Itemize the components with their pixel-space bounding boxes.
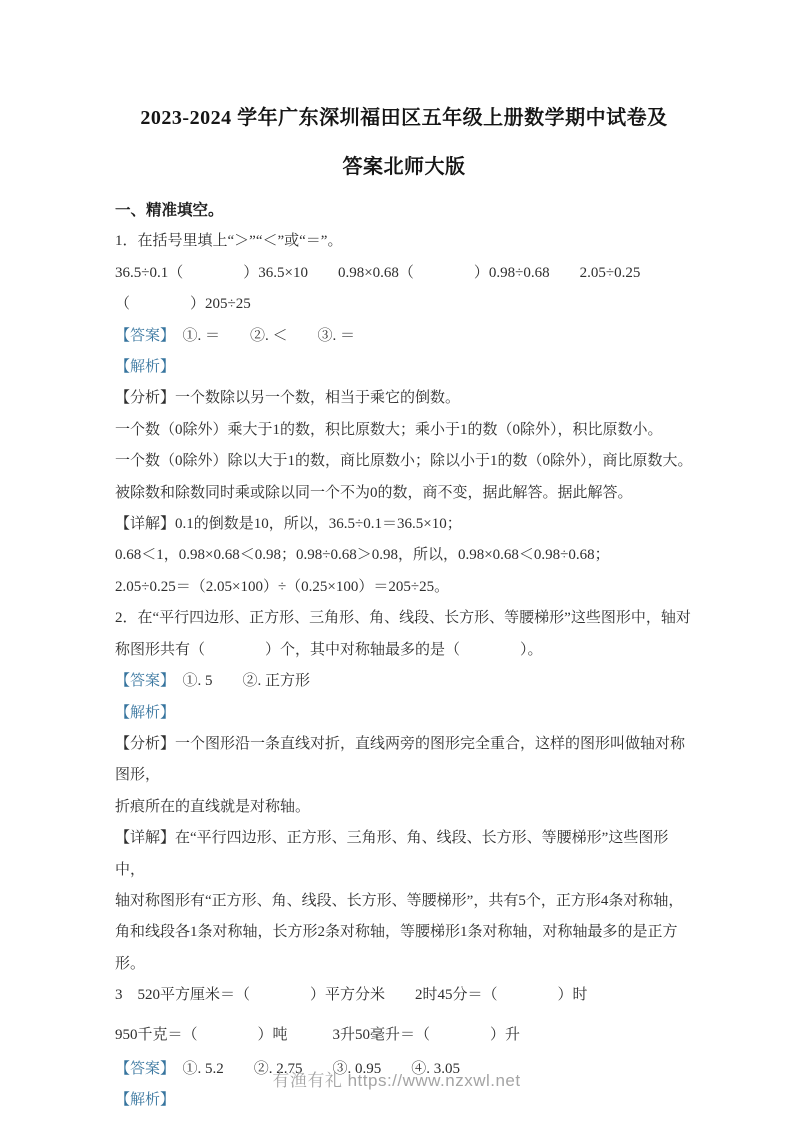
- answer-2-values: ①. 5 ②. 正方形: [167, 673, 311, 690]
- analysis-2-text-1: 【分析】一个图形沿一条直线对折，直线两旁的图形完全重合，这样的图形叫做轴对称图形，: [115, 735, 686, 784]
- detail-2-text-3: 角和线段各1条对称轴，长方形2条对称轴，等腰梯形1条对称轴，对称轴最多的是正方形。: [115, 924, 678, 972]
- footer-link[interactable]: 有渔有礼 https://www.nzxwl.net: [272, 1071, 521, 1090]
- analysis-label: 【解析】: [115, 704, 176, 721]
- analysis-1-label-line: [115, 352, 693, 383]
- detail-2-text-2: 轴对称图形有“正方形、角、线段、长方形、等腰梯形”，共有5个，正方形4条对称轴，: [115, 892, 684, 909]
- answer-1-line: [115, 321, 693, 352]
- question-1-expressions-cont: （ ）205÷25: [115, 296, 251, 313]
- analysis-1-text-2: 一个数（0除外）乘大于1的数，积比原数大；乘小于1的数（0除外），积比原数小。: [115, 421, 663, 438]
- analysis-1-text-1: 【分析】一个数除以另一个数，相当于乘它的倒数。: [115, 390, 461, 407]
- analysis-2-label-line: [115, 698, 693, 729]
- question-1-expressions: 36.5÷0.1（ ）36.5×10 0.98×0.68（ ）0.98÷0.68 2.05÷0.25: [115, 264, 641, 281]
- answer-label: 【答案】: [115, 1060, 168, 1077]
- answer-1-values: ①. ＝ ②. ＜ ③. ＝: [167, 327, 356, 344]
- answer-3-values: ①. 5.2 ②. 2.75 ③. 0.95 ④. 3.05: [167, 1060, 461, 1077]
- document-title: [115, 94, 693, 192]
- answer-2-line: [115, 666, 693, 697]
- question-3-conversions-1: 3 520平方厘米＝（ ）平方分米 2时45分＝（ ）时: [115, 987, 588, 1004]
- detail-1-text-3: 2.05÷0.25＝（2.05×100）÷（0.25×100）＝205÷25。: [115, 578, 450, 595]
- document-content: [115, 0, 693, 1117]
- analysis-2-text-2: 折痕所在的直线就是对称轴。: [115, 798, 311, 815]
- footer-watermark: [0, 1070, 793, 1092]
- detail-1-text-1: 【详解】0.1的倒数是10，所以，36.5÷0.1＝36.5×10；: [115, 516, 462, 533]
- question-2-prompt: 2．在“平行四边形、正方形、三角形、角、线段、长方形、等腰梯形”这些图形中，轴对: [115, 610, 691, 627]
- section-1-heading: 一、精准填空。: [115, 202, 224, 219]
- document-title-line1: 2023-2024 学年广东深圳福田区五年级上册数学期中试卷及: [140, 107, 668, 129]
- detail-1-text-2: 0.68＜1，0.98×0.68＜0.98；0.98÷0.68＞0.98，所以，0.98×0.68＜0.98÷0.68；: [115, 547, 610, 564]
- answer-label: 【答案】: [115, 327, 168, 344]
- detail-2-text-1: 【详解】在“平行四边形、正方形、三角形、角、线段、长方形、等腰梯形”这些图形中，: [115, 830, 669, 878]
- question-2-prompt-cont: 称图形共有（ ）个，其中对称轴最多的是（ ）。: [115, 641, 543, 658]
- document-title-line2: 答案北师大版: [342, 156, 466, 178]
- question-3-conversions-2: 950千克＝（ ）吨 3升50毫升＝（ ）升: [115, 1026, 521, 1043]
- analysis-1-text-3: 一个数（0除外）除以大于1的数，商比原数小；除以小于1的数（0除外），商比原数大。: [115, 453, 693, 470]
- answer-label: 【答案】: [115, 673, 168, 690]
- analysis-1-text-4: 被除数和除数同时乘或除以同一个不为0的数，商不变，据此解答。据此解答。: [115, 484, 633, 501]
- analysis-label: 【解析】: [115, 359, 176, 376]
- analysis-label: 【解析】: [115, 1092, 176, 1109]
- question-1-prompt: 1．在括号里填上“＞”“＜”或“＝”。: [115, 233, 343, 250]
